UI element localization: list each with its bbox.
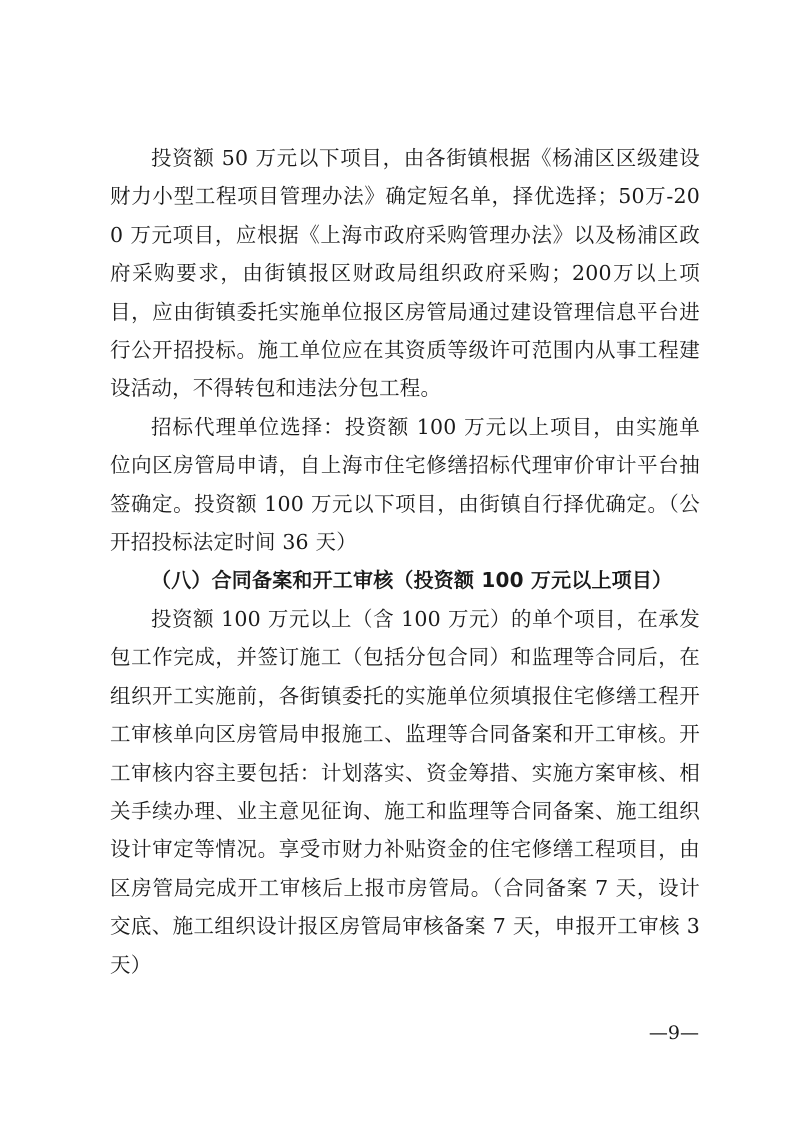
page-number: —9— xyxy=(648,1022,699,1044)
section-heading-contract-filing: （八）合同备案和开工审核（投资额 100 万元以上项目） xyxy=(151,568,673,593)
document-body xyxy=(110,139,700,984)
paragraph-bidding-agent-selection: 招标代理单位选择：投资额 100 万元以上项目，由实施单位向区房管局申请，自上海市住宅修缮招标代理审价审计平台抽签确定。投资额 100 万元以下项目，由街镇自行择优确定。（公开招投标法定时间 36 天） xyxy=(110,414,700,555)
paragraph-contract-filing-review: 投资额 100 万元以上（含 100 万元）的单个项目，在承发包工作完成，并签订施工（包括分包合同）和监理等合同后，在组织开工实施前，各街镇委托的实施单位须填报住宅修缮工程开工审核单向区房管局申报施工、监理等合同备案和开工审核。开工审核内容主要包括：计划落实、资金筹措、实施方案审核、相关手续办理、业主意见征询、施工和监理等合同备案、施工组织设计审定等情况。享受市财力补贴资金的住宅修缮工程项目，由区房管局完成开工审核后上报市房管局。（合同备案 7 天，设计交底、施工组织设计报区房管局审核备案 7 天，申报开工审核 3 天） xyxy=(110,606,700,977)
paragraph-tendering-rules: 投资额 50 万元以下项目，由各街镇根据《杨浦区区级建设财力小型工程项目管理办法》确定短名单，择优选择；50万-200 万元项目，应根据《上海市政府采购管理办法》以及杨浦区政府采购要求，由街镇报区财政局组织政府采购；200万以上项目，应由街镇委托实施单位报区房管局通过建设管理信息平台进行公开招投标。施工单位应在其资质等级许可范围内从事工程建设活动，不得转包和违法分包工程。 xyxy=(110,146,700,401)
